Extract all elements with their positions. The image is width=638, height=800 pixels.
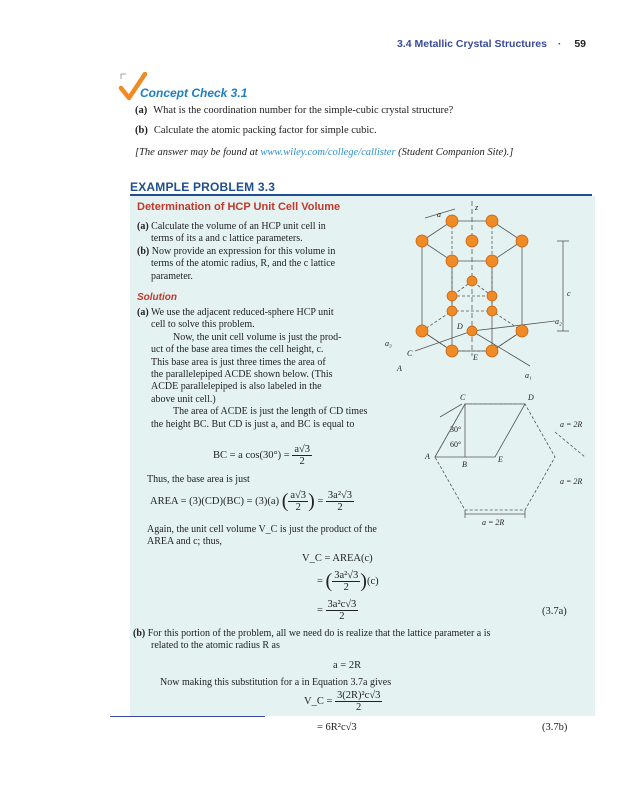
question-a-text: What is the coordination number for the simple-cubic crystal structure? [153, 105, 454, 116]
eq-vcb-num: 3(2R)²c√3 [337, 690, 381, 701]
equation-vc-3 [317, 599, 358, 622]
eq-vc2-equals: = [317, 575, 323, 587]
equation-vc-1: V_C = AREA(c) [302, 553, 373, 564]
eq-vc2-den: 2 [343, 582, 349, 593]
eq-area-lhs: AREA = (3)(CD)(BC) = (3)(a) [150, 495, 280, 507]
sol-a-line: the parallelepiped ACDE shown below. (This [151, 369, 333, 381]
eq-vc3-den: 2 [339, 611, 345, 622]
label-z: z [475, 203, 479, 212]
equation-vc-2: = ( $\frac{\text{3a²√3}}{2}$ )(c) [317, 570, 379, 593]
part-b-label: (b) [137, 246, 150, 257]
angle-60: 60° [450, 440, 462, 449]
sol-a-line: uct of the base area times the cell height, c. [151, 344, 324, 356]
equation-vc-b [304, 690, 382, 713]
example-heading: EXAMPLE PROBLEM 3.3 [130, 180, 276, 194]
sol-b-line: related to the atomic radius R as [151, 640, 280, 652]
example-subtitle: Determination of HCP Unit Cell Volume [137, 201, 341, 213]
concept-check-title: Concept Check 3.1 [140, 86, 248, 100]
angle-30: 30° [450, 425, 462, 434]
question-b-label: (b) [135, 125, 148, 136]
eq-area-equals: = [317, 495, 324, 507]
answer-note-prefix: [The answer may be found at [135, 147, 261, 158]
eq-bc-fraction [292, 444, 312, 467]
part-b-line: terms of the atomic radius, R, and the c lattice [151, 258, 336, 270]
eq-vc2-tail: (c) [366, 575, 379, 587]
eq-vc2-fraction [332, 570, 360, 593]
part-a-label: (a) [137, 221, 149, 232]
eq-area-num: a√3 [290, 490, 307, 501]
sol-b-line: For this portion of the problem, all we need do is realize that the lattice parameter a is [147, 628, 491, 639]
box-bottom-rule [110, 716, 265, 717]
eq-vc3-num: 3a²c√3 [327, 599, 357, 610]
part-b-line: Now provide an expression for this volume in [151, 246, 336, 257]
equation-a-2r: a = 2R [333, 660, 362, 671]
hex-label-D: D [528, 393, 534, 402]
equation-number-3-7a: (3.7a) [542, 606, 567, 617]
label-E: E [473, 353, 478, 362]
sol-a-line: ACDE parallelepiped is also labeled in the [151, 381, 322, 393]
eq-vcb-den: 2 [356, 702, 362, 713]
eq-vc3-fraction [326, 599, 359, 622]
equation-number-3-7b: (3.7b) [542, 722, 568, 733]
eq-bc-num: a√3 [294, 444, 311, 455]
header-bullet: · [557, 38, 562, 50]
label-A: A [397, 364, 402, 373]
eq-area-rnum: 3a²√3 [327, 490, 352, 501]
sol-a-label: (a) [137, 307, 149, 318]
answer-url-link[interactable]: www.wiley.com/college/callister [260, 147, 396, 158]
label-a1: a₁ [525, 371, 532, 380]
answer-note [135, 147, 513, 158]
part-a-line: Calculate the volume of an HCP unit cell in [151, 221, 326, 232]
eq-vc2-num: 3a²√3 [334, 570, 359, 581]
concept-check-question-a [135, 105, 453, 116]
part-a-line: terms of its a and c lattice parameters. [151, 233, 303, 245]
running-header [397, 38, 586, 50]
label-a-2r-bottom: a = 2R [482, 518, 505, 527]
sol-a-line: This base area is just three times the area of [151, 356, 326, 368]
label-a: a [437, 210, 441, 219]
sol-b-label: (b) [133, 628, 146, 639]
again-text [147, 524, 427, 549]
eq-area-den: 2 [295, 502, 301, 513]
label-c: c [567, 289, 571, 298]
answer-note-suffix: (Student Companion Site).] [395, 147, 514, 158]
label-a-2r-right: a = 2R [560, 477, 583, 486]
solution-part-a [137, 307, 392, 431]
eq-vcb-lhs: V_C = [304, 695, 333, 707]
equation-bc [213, 444, 312, 467]
hex-label-C: C [460, 393, 466, 402]
label-a2: a₂ [555, 317, 562, 326]
section-title: 3.4 Metallic Crystal Structures [396, 38, 547, 50]
equation-area: AREA = (3)(CD)(BC) = (3)(a) ( $\frac{a√3}{2}$ ) = $\frac{\text{3a²√3}}{2}$ [150, 490, 352, 513]
part-b-line: parameter. [151, 270, 193, 282]
eq-area-rden: 2 [337, 502, 343, 513]
solution-part-b [133, 628, 588, 653]
hcp-unit-cell-diagram [385, 196, 595, 396]
label-a3: a₃ [385, 339, 392, 348]
eq-vc3-equals: = [317, 604, 323, 616]
eq-vcb-fraction [335, 690, 382, 713]
page-number: 59 [574, 38, 586, 50]
question-b-text: Calculate the atomic packing factor for simple cubic. [153, 125, 377, 136]
sol-a-line: The area of ACDE is just the length of CD times [173, 406, 368, 418]
hex-label-E: E [498, 455, 503, 464]
substitution-text: Now making this substitution for a in Equation 3.7a gives [160, 677, 392, 688]
concept-check-question-b [135, 125, 377, 136]
thus-area-text: Thus, the base area is just [147, 474, 250, 485]
eq-bc-lhs: BC = a cos(30°) = [213, 449, 290, 461]
sol-a-line: Now, the unit cell volume is just the prod- [173, 331, 342, 343]
eq-bc-den: 2 [299, 456, 305, 467]
sol-a-line: cell to solve this problem. [151, 319, 255, 331]
eq-area-result [326, 490, 354, 513]
sol-a-line: We use the adjacent reduced-sphere HCP unit [151, 307, 334, 318]
problem-part-a [137, 221, 385, 246]
sol-a-line: the height BC. But CD is just a, and BC is equal to [151, 418, 355, 430]
problem-part-b [137, 246, 385, 283]
label-a-2r-top: a = 2R [560, 420, 583, 429]
eq-area-fraction [288, 490, 308, 513]
base-parallelepiped-diagram [410, 392, 595, 527]
hex-label-A: A [425, 452, 430, 461]
equation-vc-b-2: = 6R²c√3 [317, 722, 357, 733]
label-D: D [457, 322, 463, 331]
label-C: C [407, 349, 413, 358]
question-a-label: (a) [135, 105, 148, 116]
again-line: Again, the unit cell volume V_C is just the product of the [147, 524, 377, 535]
hex-label-B: B [462, 460, 467, 469]
solution-label: Solution [137, 292, 177, 303]
sol-a-line: above unit cell.) [151, 393, 216, 405]
again-line: AREA and c; thus, [147, 536, 222, 548]
